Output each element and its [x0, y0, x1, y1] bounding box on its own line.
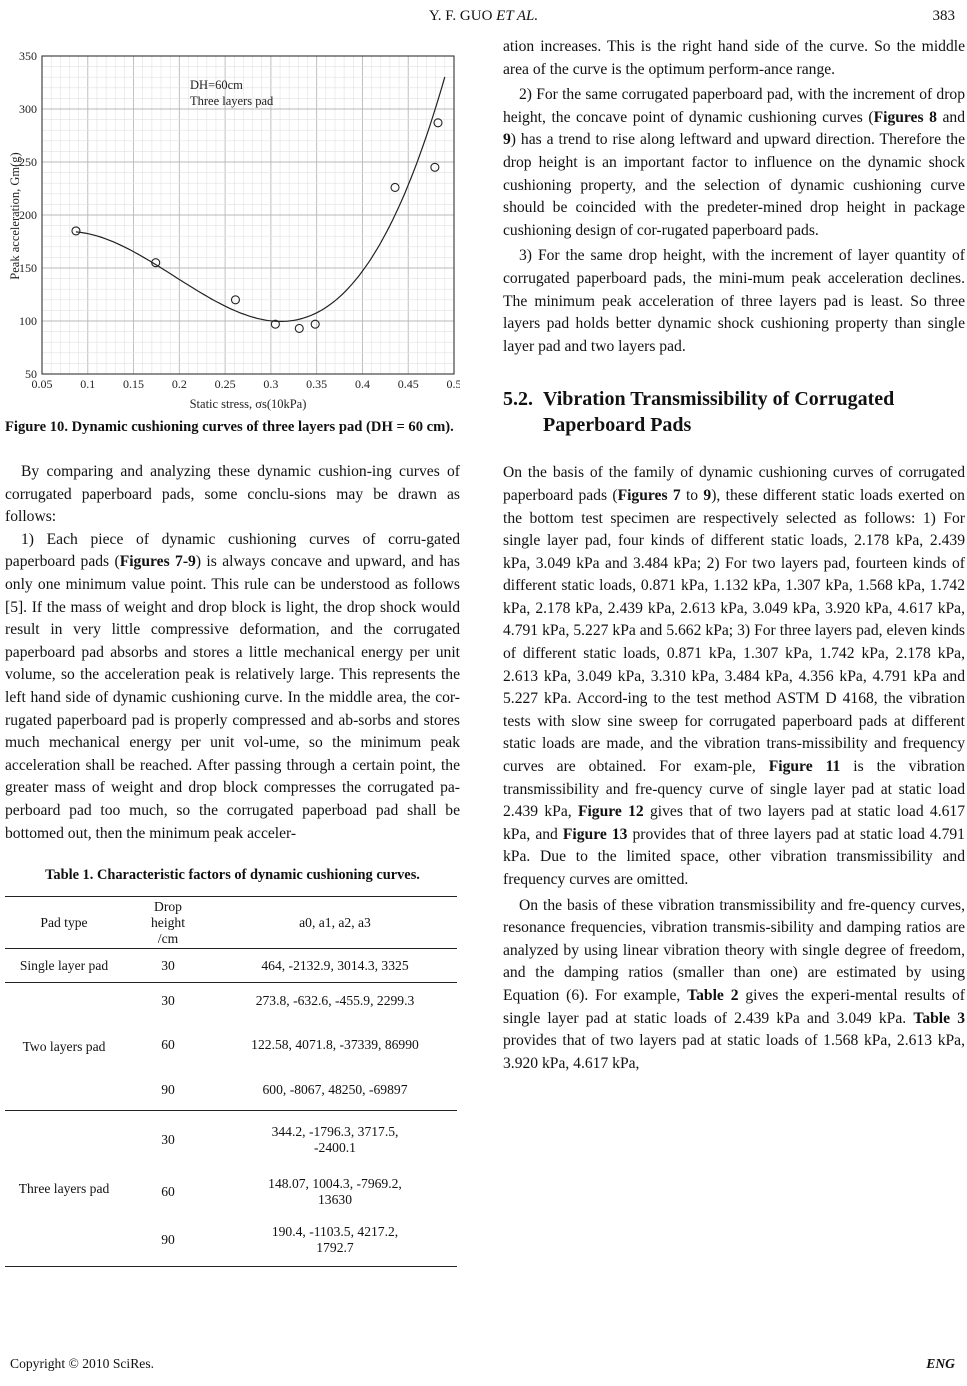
figure-9-ref[interactable]: 9 [503, 131, 511, 149]
fitted-curve [76, 77, 445, 322]
damping-text-a: On the basis of these vibration transmissibility and fre-quency curves, resonance frequencies, vibration transmis-sibility and damping ratios are analyzed by using linear vibration theory with single degree of freedom, and the damping ratios (smaller than one) are estimated by using Equation (6). For example, [503, 896, 965, 1004]
table-header-coefficients: a0, a1, a2, a3 [299, 914, 371, 930]
table-cell-pad-type: Single layer pad [19, 957, 109, 973]
damping-paragraph [503, 895, 965, 1076]
x-tick-label: 0.25 [214, 377, 236, 391]
x-tick-label: 0.35 [306, 377, 328, 391]
table-cell-drop-height: 60 [161, 1183, 175, 1199]
damping-text-b: gives the experi-mental results of single layer pad at static loads of 2.439 kPa and 3.049 kPa. [503, 986, 965, 1027]
y-tick-label: 50 [25, 367, 37, 381]
y-tick-label: 200 [19, 208, 37, 222]
table-1 [5, 896, 457, 1267]
y-tick-label: 300 [19, 102, 37, 116]
page-footer [0, 1354, 967, 1378]
running-head-authors [0, 8, 967, 25]
x-tick-label: 0.2 [171, 377, 187, 391]
data-point [391, 183, 399, 191]
x-tick-label: 0.15 [123, 377, 145, 391]
y-axis-label: Peak acceleration, Gm(g) [8, 152, 22, 280]
table-cell-coefficients: 148.07, 1004.3, -7969.2, 13630 [268, 1175, 402, 1207]
section-title-line-2: Paperboard Pads [543, 414, 692, 437]
table-cell-coefficients: 122.58, 4071.8, -37339, 86990 [251, 1036, 419, 1052]
conclusion-2-paragraph [503, 84, 965, 242]
section-number: 5.2. [503, 388, 533, 411]
data-point [434, 119, 442, 127]
table-cell-drop-height: 90 [161, 1082, 175, 1098]
table-cell-coefficients: 600, -8067, 48250, -69897 [262, 1082, 408, 1098]
vibration-to: to [680, 486, 704, 504]
table-header-drop-height: Drop height /cm [151, 898, 185, 946]
x-tick-label: 0.45 [397, 377, 419, 391]
x-tick-label: 0.1 [80, 377, 96, 391]
table-2-ref[interactable]: Table 2 [687, 986, 739, 1004]
figure-12-ref[interactable]: Figure 12 [577, 803, 644, 821]
conclusion-2-text-b: ) has a trend to rise along leftward and upward direction. Therefore the drop height is an important factor to influence on the dynamic shock cushioning property, and the selection of dynamic cushioning curve should be coincided with the predeter-mined drop height in package cushioning design of cor-rugated paperboard pads. [503, 131, 965, 239]
table-cell-coefficients: 273.8, -632.6, -455.9, 2299.3 [255, 992, 415, 1008]
vibration-text-e: provides that of three layers pad at static load 4.791 kPa. Due to the limited space, other vibration transmissibility and frequency curves are omitted. [503, 825, 965, 888]
right-column [503, 36, 965, 1075]
x-tick-label: 0.5 [446, 377, 460, 391]
y-tick-label: 150 [19, 261, 37, 275]
running-head [0, 6, 967, 32]
conclusion-2-text-a: 2) For the same corrugated paperboard pad, with the increment of drop height, the concave point of dynamic cushioning curves ( [503, 86, 965, 126]
continuation-paragraph: ation increases. This is the right hand side of the curve. So the middle area of the curve is the optimum perform-ance range. [503, 38, 965, 78]
x-axis-label: Static stress, σs(10kPa) [189, 397, 307, 411]
table-cell-drop-height: 30 [161, 1131, 175, 1147]
data-point [295, 324, 303, 332]
table-cell-coefficients: 464, -2132.9, 3014.3, 3325 [261, 957, 409, 973]
table-cell-drop-height: 30 [161, 992, 175, 1008]
figure-13-ref[interactable]: Figure 13 [562, 825, 628, 843]
section-title-line-1: Vibration Transmissibility of Corrugated [543, 388, 895, 411]
data-point [431, 163, 439, 171]
conclusion-1-text-a: 1) Each piece of dynamic cushioning curves of corru-gated paperboard pads ( [5, 530, 460, 571]
table-cell-drop-height: 90 [161, 1232, 175, 1248]
damping-text-c: provides that of two layers pad at static loads of 1.568 kPa, 2.613 kPa, 3.920 kPa, 4.617 kPa, [503, 1032, 965, 1072]
conclusion-1-text-b: ) is always concave and upward, and has only one minimum value point. This rule can be understood as follows [5]. If the mass of weight and drop block is light, the drop shock would result in very little compressive deformation, and the corrugated paperboard pad absorbs and stores a little mechanical energy per unit volume, so the acceleration peak is relatively large. This represents the left hand side of dynamic cushioning curve. In the middle area, the cor-rugated paperboard pad is properly compressed and ab-sorbs and stores much mechanical energy per unit vol-ume, so the minimum peak acceleration shall be reached. After passing through a certain point, the greater mass of weight and drop block compresses the corrugated pa-perboard pad too much, so the corrugated paperboad pad shall be bottomed out, then the minimum peak acceler- [5, 553, 460, 842]
figures-7-9-ref[interactable]: Figures 7-9 [119, 553, 196, 571]
left-column [5, 36, 460, 1267]
author-name: Y. F. GUO [428, 8, 493, 24]
x-tick-label: 0.4 [354, 377, 370, 391]
table-3-ref[interactable]: Table 3 [913, 1009, 965, 1027]
y-tick-label: 100 [19, 314, 37, 328]
vibration-text-d: gives that of two layers pad at static load 4.617 kPa, and [503, 803, 965, 843]
y-tick-label: 250 [19, 155, 37, 169]
table-cell-pad-type: Three layers pad [18, 1180, 110, 1196]
page-number: 383 [932, 8, 955, 24]
x-tick-labels [32, 377, 461, 391]
journal-abbrev: ENG [926, 1356, 955, 1371]
figure-8-ref[interactable]: Figures 8 [873, 108, 937, 126]
figure-10-chart [5, 36, 460, 416]
table-cell-coefficients: 344.2, -1796.3, 3717.5, -2400.1 [271, 1123, 399, 1155]
table-cell-drop-height: 30 [161, 957, 175, 973]
table-cell-drop-height: 60 [161, 1036, 175, 1052]
table-1-title: Table 1. Characteristic factors of dynamic cushioning curves. [45, 867, 420, 884]
author-et-al: ET AL. [496, 8, 539, 24]
conclusion-2-and: and [936, 108, 966, 126]
table-cell-pad-type: Two layers pad [22, 1038, 106, 1054]
y-tick-label: 350 [19, 49, 37, 63]
table-header-pad-type: Pad type [40, 914, 88, 930]
figure-9-ref-2[interactable]: 9 [703, 486, 712, 504]
vibration-text-c: is the vibration transmissibility and fre-quency curve of single layer pad at static load 2.439 kPa, [503, 758, 965, 821]
table-cell-coefficients: 190.4, -1103.5, 4217.2, 1792.7 [271, 1224, 399, 1256]
conclusion-1-paragraph [5, 529, 460, 845]
figure-10-caption: Figure 10. Dynamic cushioning curves of three layers pad (DH = 60 cm). [5, 419, 454, 435]
copyright-notice: Copyright © 2010 SciRes. [10, 1356, 155, 1371]
conclusion-3-paragraph: 3) For the same drop height, with the increment of layer quantity of corrugated paperboard pads, the mini-mum peak acceleration declines. The minimum peak acceleration of three layers pad is least. So three layers pad holds better dynamic shock cushioning property than single layer pad and two layers pad. [503, 247, 965, 355]
figure-7-ref[interactable]: Figures 7 [617, 486, 681, 504]
legend-line-1: DH=60cm [190, 78, 243, 92]
x-tick-label: 0.05 [31, 377, 53, 391]
intro-paragraph: By comparing and analyzing these dynamic cushion-ing curves of corrugated paperboard pads, some conclu-sions may be drawn as follows: [5, 463, 460, 526]
figure-11-ref[interactable]: Figure 11 [768, 758, 841, 776]
section-5-2-heading [503, 386, 965, 438]
vibration-text-a: On the basis of the family of dynamic cushioning curves of corrugated paperboard pads ( [503, 464, 965, 504]
x-tick-label: 0.3 [263, 377, 279, 391]
figure-10 [5, 36, 460, 416]
vibration-intro-paragraph [503, 462, 965, 891]
legend-line-2: Three layers pad [190, 94, 274, 108]
vibration-text-b: ), these different static loads exerted on the bottom test specimen are respectively selected as follows: 1) For single layer pad, four kinds of different static loads, 2.178 kPa, 2.439 kPa, 3.049 kPa and 3.484 kPa; 2) For two layers pad, fourteen kinds of different static loads, 0.871 kPa, 1.132 kPa, 1.307 kPa, 1.568 kPa, 1.742 kPa, 2.178 kPa, 2.439 kPa, 2.613 kPa, 3.049 kPa, 3.920 kPa, 4.617 kPa, 4.791 kPa, 5.227 kPa and 5.662 kPa; 3) For three layers pad, eleven kinds of different static loads, 0.871 kPa, 1.307 kPa, 1.742 kPa, 2.178 kPa, 2.613 kPa, 3.049 kPa, 3.310 kPa, 3.484 kPa, 4.356 kPa, 4.791 kPa and 5.227 kPa. Accord-ing to the test method ASTM D 4168, the vibration tests with slow sine sweep for corrugated paperboard pads at different static loads are made, and the vibration trans-missibility and frequency curves are obtained. For exam-ple, [503, 486, 965, 776]
